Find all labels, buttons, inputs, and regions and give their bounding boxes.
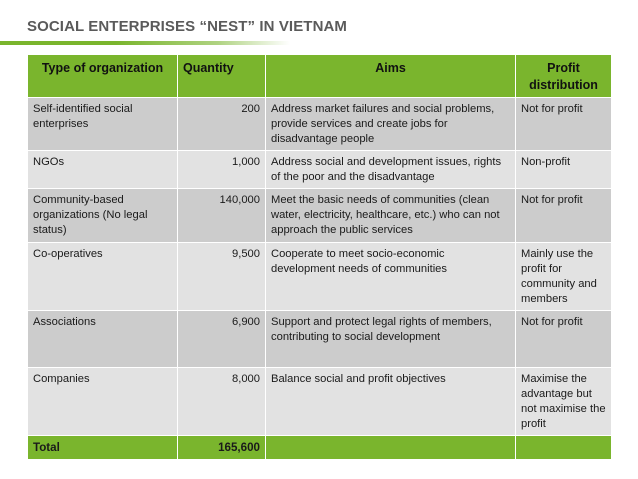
title-underline (0, 41, 290, 45)
table-row (28, 243, 612, 311)
cell-type: Associations (28, 311, 178, 368)
cell-aims: Meet the basic needs of communities (clean water, electricity, healthcare, etc.) who can not approach the public services (266, 189, 516, 243)
organizations-table (27, 54, 612, 460)
header-aims: Aims (266, 55, 516, 98)
cell-quantity: 200 (178, 98, 266, 151)
header-quantity: Quantity (178, 55, 266, 98)
total-label: Total (28, 436, 178, 460)
total-profit (516, 436, 612, 460)
table-row (28, 98, 612, 151)
cell-aims: Address market failures and social problems, provide services and create jobs for disadvantage people (266, 98, 516, 151)
cell-type: Co-operatives (28, 243, 178, 311)
cell-quantity: 140,000 (178, 189, 266, 243)
cell-profit: Mainly use the profit for community and members (516, 243, 612, 311)
cell-quantity: 1,000 (178, 151, 266, 189)
total-aims (266, 436, 516, 460)
table-row (28, 151, 612, 189)
cell-type: Companies (28, 368, 178, 436)
cell-profit: Maximise the advantage but not maximise the profit (516, 368, 612, 436)
total-quantity: 165,600 (178, 436, 266, 460)
header-profit: Profit distribution (516, 55, 612, 98)
cell-aims: Support and protect legal rights of members, contributing to social development (266, 311, 516, 368)
cell-aims: Cooperate to meet socio-economic development needs of communities (266, 243, 516, 311)
cell-quantity: 9,500 (178, 243, 266, 311)
cell-quantity: 6,900 (178, 311, 266, 368)
cell-profit: Not for profit (516, 311, 612, 368)
cell-type: Self-identified social enterprises (28, 98, 178, 151)
table-row (28, 368, 612, 436)
cell-aims: Balance social and profit objectives (266, 368, 516, 436)
header-type: Type of organization (28, 55, 178, 98)
table-header-row (28, 55, 612, 98)
slide-title: SOCIAL ENTERPRISES “NEST” IN VIETNAM (27, 18, 348, 35)
table-row (28, 189, 612, 243)
cell-type: Community-based organizations (No legal status) (28, 189, 178, 243)
cell-profit: Not for profit (516, 98, 612, 151)
cell-profit: Non-profit (516, 151, 612, 189)
total-row (28, 436, 612, 460)
cell-aims: Address social and development issues, rights of the poor and the disadvantage (266, 151, 516, 189)
cell-profit: Not for profit (516, 189, 612, 243)
cell-quantity: 8,000 (178, 368, 266, 436)
table-row (28, 311, 612, 368)
cell-type: NGOs (28, 151, 178, 189)
